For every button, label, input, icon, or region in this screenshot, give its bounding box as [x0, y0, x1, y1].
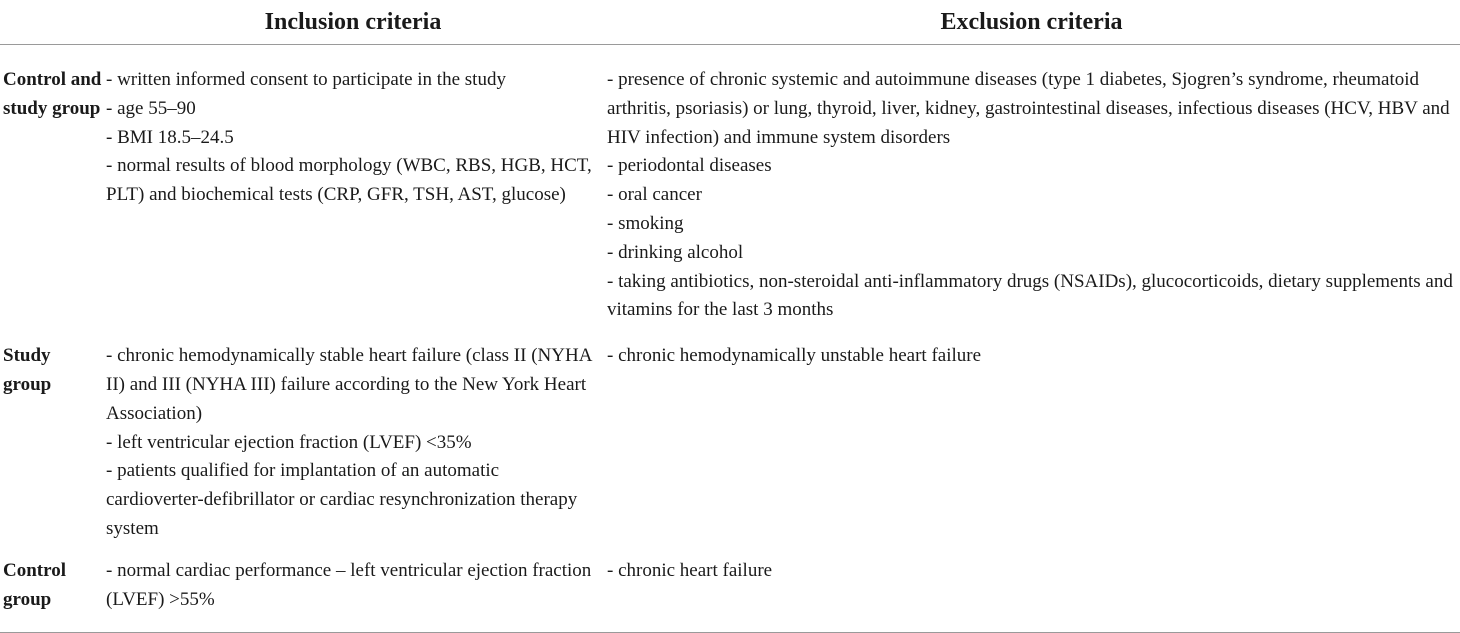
criterion-item: - written informed consent to participate in the study — [106, 69, 506, 90]
header-row — [0, 0, 1460, 45]
inclusion-cell — [103, 325, 603, 544]
criterion-item: - smoking — [607, 212, 684, 234]
criterion-item: - oral cancer — [607, 184, 702, 206]
table-row — [0, 45, 1460, 326]
criterion-item: - periodontal diseases — [607, 155, 772, 177]
table-row — [0, 544, 1460, 633]
criterion-item: - BMI 18.5–24.5 — [106, 126, 234, 148]
table-row — [0, 325, 1460, 544]
group-cell: Study group — [3, 345, 52, 395]
criterion-item: - chronic heart failure — [607, 559, 773, 581]
header-inclusion: Inclusion criteria — [103, 0, 603, 45]
criterion-item: - drinking alcohol — [607, 241, 744, 263]
criterion-item: - taking antibiotics, non-steroidal anti-inflammatory drugs (NSAIDs), glucocorticoids, dietary supplements and vitamins for the last 3 months — [607, 270, 1453, 321]
group-cell: Control and study group — [3, 69, 102, 119]
exclusion-cell — [603, 325, 1460, 544]
criterion-item: - normal results of blood morphology (WBC, RBS, HGB, HCT, PLT) and biochemical tests (CRP, GFR, TSH, AST, glucose) — [106, 155, 592, 206]
criterion-item: - presence of chronic systemic and autoimmune diseases (type 1 diabetes, Sjogren’s syndrome, rheumatoid arthritis, psoriasis) or lung, thyroid, liver, kidney, gastrointestinal diseases, infectious diseases (HCV, HBV and HIV infection) and immune system disorders — [607, 69, 1450, 148]
criterion-item: - age 55–90 — [106, 97, 196, 119]
inclusion-cell — [103, 544, 603, 633]
group-cell: Control group — [0, 544, 103, 633]
inclusion-cell — [103, 45, 603, 326]
criterion-item: - left ventricular ejection fraction (LVEF) <35% — [106, 431, 472, 453]
criterion-item: - patients qualified for implantation of an automatic cardioverter-defibrillator or cardiac resynchronization therapy system — [106, 460, 578, 539]
criterion-item: - chronic hemodynamically unstable heart failure — [607, 345, 982, 367]
exclusion-cell — [603, 544, 1460, 633]
header-group — [0, 0, 103, 45]
exclusion-cell — [603, 45, 1460, 326]
header-exclusion: Exclusion criteria — [603, 0, 1460, 45]
criterion-item: - normal cardiac performance – left ventricular ejection fraction (LVEF) >55% — [106, 559, 592, 610]
criterion-item: - chronic hemodynamically stable heart failure (class II (NYHA II) and III (NYHA III) failure according to the New York Heart Association) — [106, 345, 592, 424]
